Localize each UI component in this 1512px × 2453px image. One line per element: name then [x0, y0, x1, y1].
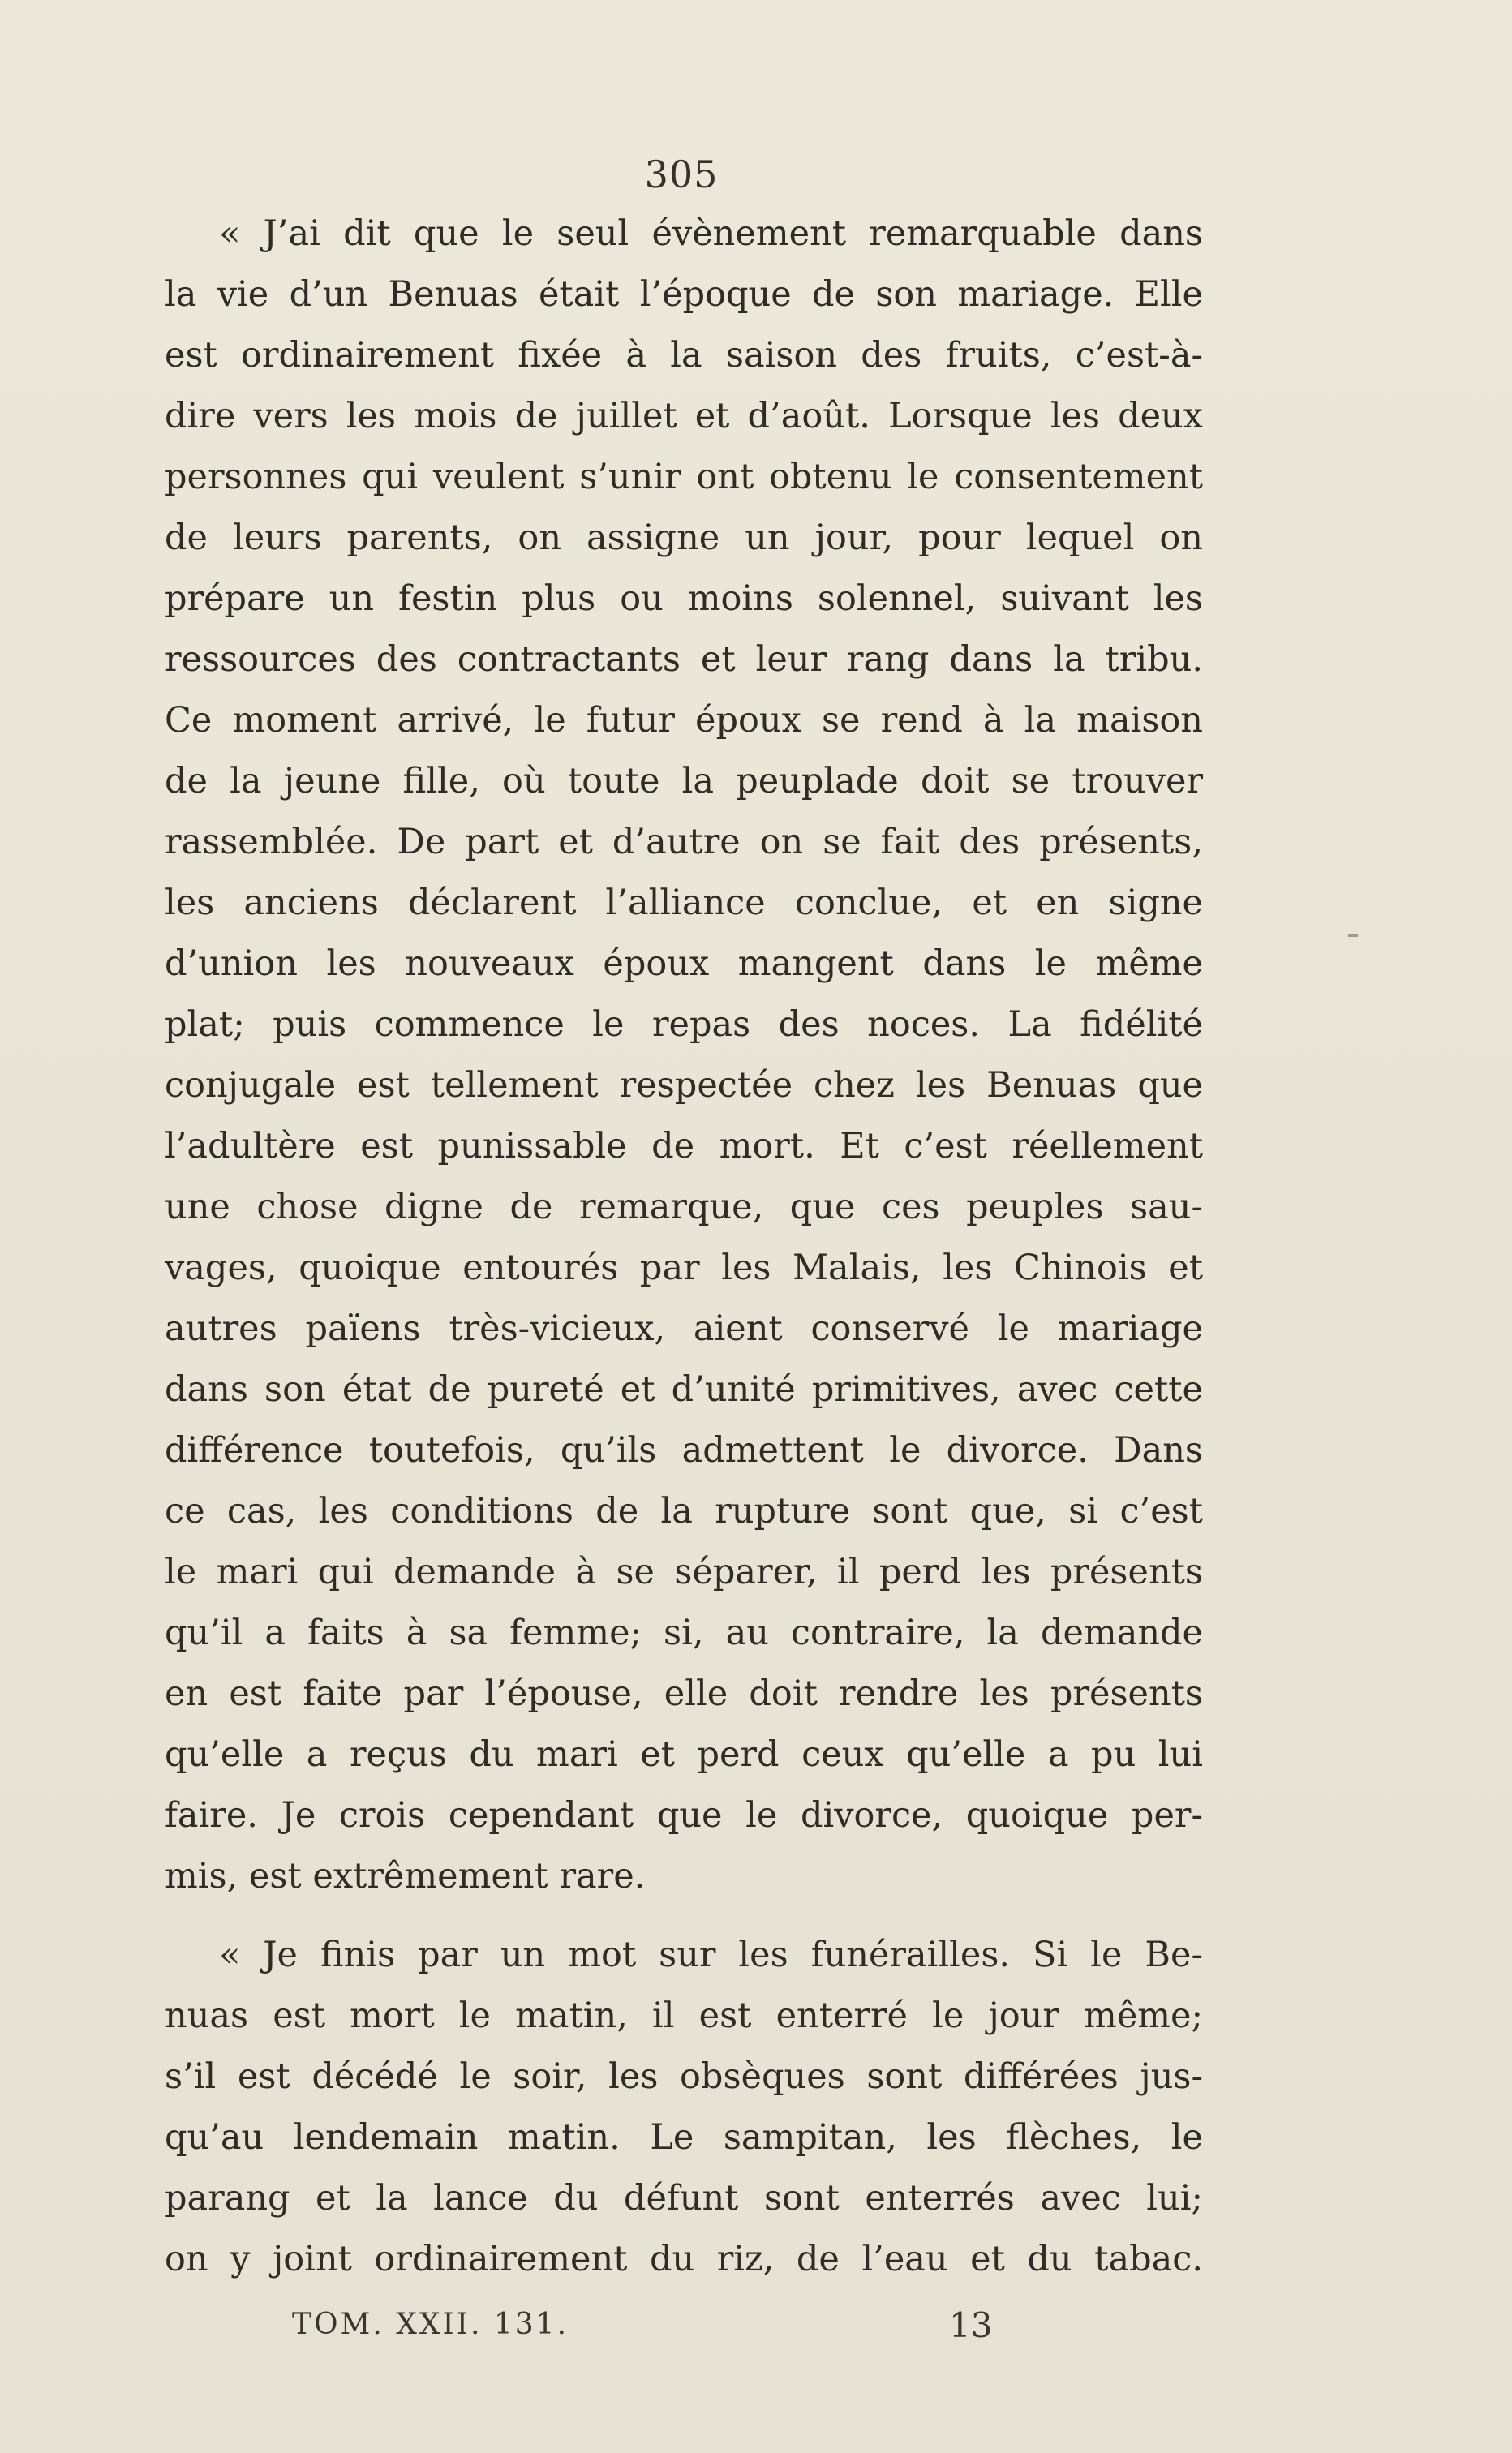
- text-line: la vie d’un Benuas était l’époque de son mariage. Elle: [165, 274, 1203, 315]
- text-line: plat; puis commence le repas des noces. La fidélité: [165, 1004, 1203, 1045]
- text-line: les anciens déclarent l’alliance conclue, et en signe: [165, 883, 1203, 923]
- text-line: ressources des contractants et leur rang dans la tribu.: [165, 639, 1203, 680]
- signature-mark: TOM. XXII. 131.: [292, 2308, 569, 2341]
- text-line: qu’elle a reçus du mari et perd ceux qu’elle a pu lui: [165, 1734, 1203, 1775]
- paper-speck: [1348, 934, 1358, 937]
- page-number: 305: [644, 153, 719, 196]
- text-line: on y joint ordinairement du riz, de l’eau et du tabac.: [165, 2239, 1203, 2279]
- text-line: dire vers les mois de juillet et d’août. Lorsque les deux: [165, 396, 1203, 436]
- text-line: d’union les nouveaux époux mangent dans le même: [165, 943, 1203, 984]
- text-line: une chose digne de remarque, que ces peuples sau-: [165, 1187, 1203, 1227]
- text-line: ce cas, les conditions de la rupture sont que, si c’est: [165, 1491, 1203, 1532]
- text-line: de leurs parents, on assigne un jour, pour lequel on: [165, 518, 1203, 558]
- text-line: « J’ai dit que le seul évènement remarquable dans: [219, 213, 1203, 254]
- text-line: prépare un festin plus ou moins solennel, suivant les: [165, 578, 1203, 619]
- text-line: qu’au lendemain matin. Le sampitan, les flèches, le: [165, 2117, 1203, 2158]
- gathering-number: 13: [949, 2305, 993, 2345]
- text-line: dans son état de pureté et d’unité primitives, avec cette: [165, 1369, 1203, 1410]
- text-line: rassemblée. De part et d’autre on se fait des présents,: [165, 822, 1203, 862]
- text-line: faire. Je crois cependant que le divorce, quoique per-: [165, 1795, 1203, 1836]
- text-line: conjugale est tellement respectée chez les Benuas que: [165, 1065, 1203, 1106]
- text-line: de la jeune fille, où toute la peuplade doit se trouver: [165, 761, 1203, 801]
- text-line: « Je finis par un mot sur les funérailles. Si le Be-: [219, 1935, 1203, 1975]
- text-line: vages, quoique entourés par les Malais, les Chinois et: [165, 1248, 1203, 1288]
- text-line: mis, est extrêmement rare.: [165, 1856, 646, 1897]
- text-line: personnes qui veulent s’unir ont obtenu le consentement: [165, 457, 1203, 497]
- text-line: parang et la lance du défunt sont enterrés avec lui;: [165, 2178, 1203, 2219]
- text-line: qu’il a faits à sa femme; si, au contraire, la demande: [165, 1613, 1203, 1653]
- text-line: nuas est mort le matin, il est enterré le jour même;: [165, 1995, 1203, 2036]
- text-line: le mari qui demande à se séparer, il perd les présents: [165, 1552, 1203, 1592]
- text-line: autres païens très-vicieux, aient conservé le mariage: [165, 1308, 1203, 1349]
- text-line: en est faite par l’épouse, elle doit rendre les présents: [165, 1673, 1203, 1714]
- text-line: l’adultère est punissable de mort. Et c’est réellement: [165, 1126, 1203, 1166]
- text-line: s’il est décédé le soir, les obsèques sont différées jus-: [165, 2056, 1203, 2097]
- text-line: est ordinairement fixée à la saison des fruits, c’est-à-: [165, 335, 1203, 376]
- text-line: différence toutefois, qu’ils admettent le divorce. Dans: [165, 1430, 1203, 1471]
- text-line: Ce moment arrivé, le futur époux se rend à la maison: [165, 700, 1203, 741]
